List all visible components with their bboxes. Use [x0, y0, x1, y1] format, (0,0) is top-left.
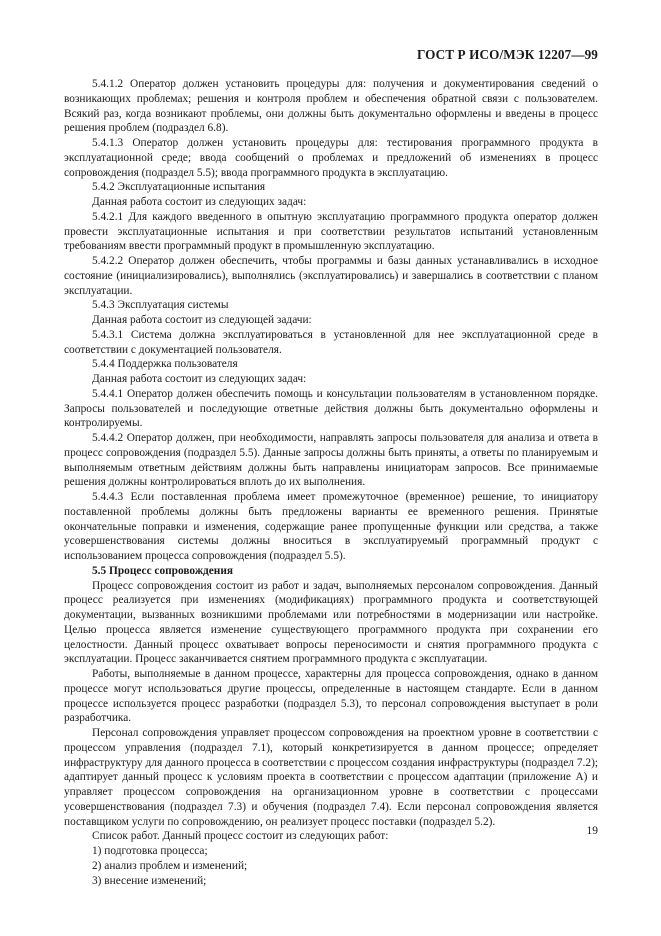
paragraph-intro: Данная работа состоит из следующей задачи:	[92, 314, 312, 326]
paragraph-5-4-3-1: 5.4.3.1 Система должна эксплуатироваться в установленной для нее эксплуатационной среде в соответствии с документацией пользователя.	[64, 328, 598, 356]
paragraph-5-5-intro: Процесс сопровождения состоит из работ и задач, выполняемых персоналом сопровождения. Данный процесс реализуется при изменениях (модификациях) программного продукта и соответствующей документации, вызванных возникшими проблемами или потребностями в модернизации или настройке. Целью процесса является изменение существующего программного продукта при сохранении его целостности. Данный процесс охватывает вопросы переносимости и снятия программного продукта с эксплуатации. Процесс заканчивается снятием программного продукта с эксплуатации.	[64, 579, 598, 666]
subsection-heading-5-4-2: 5.4.2 Эксплуатационные испытания	[92, 181, 266, 194]
list-item: 3) внесение изменений;	[92, 874, 207, 887]
page-header-title: ГОСТ Р ИСО/МЭК 12207—99	[416, 47, 598, 62]
subsection-heading-5-4-4: 5.4.4 Поддержка пользователя	[92, 358, 238, 371]
paragraph-intro: Данная работа состоит из следующих задач:	[92, 196, 307, 208]
paragraph-5-4-2-2: 5.4.2.2 Оператор должен обеспечить, чтобы программы и базы данных устанавливались в исходное состояние (инициализировались), выполнялись (эксплуатировались) и завершались в соответствии с планом эксплуатации.	[64, 255, 598, 297]
section-heading-5-5: 5.5 Процесс сопровождения	[92, 564, 234, 577]
paragraph-5-4-4-1: 5.4.4.1 Оператор должен обеспечить помощь и консультации пользователям в установленном порядке. Запросы пользователей и последующие ответные действия должны быть документально оформлены и контролируемы.	[64, 387, 598, 430]
paragraph-5-4-1-2: 5.4.1.2 Оператор должен установить процедуры для: получения и документирования сведений о возникающих проблемах; решения и контроля проблем и обеспечения обратной связи с пользователем. Всякий раз, когда возникают проблемы, они должны быть документально оформлены и введены в процесс решения проблем (подраздел 6.8).	[64, 78, 598, 135]
body-text	[64, 77, 598, 888]
page-number: 19	[586, 825, 598, 837]
paragraph-5-4-4-2: 5.4.4.2 Оператор должен, при необходимости, направлять запросы пользователя для анализа и ответа в процесс сопровождения (подраздел 5.5). Данные запросы должны быть приняты, а ответы по планируемым и выполняемым ответным действиям должны быть направлены инициаторам запросов. Все принимаемые решения должны контролироваться вплоть до их выполнения.	[64, 432, 598, 489]
paragraph-5-5-works: Работы, выполняемые в данном процессе, характерны для процесса сопровождения, однако в данном процессе могут использоваться другие процессы, определенные в настоящем стандарте. Если в данном процессе используется процесс разработки (подраздел 5.3), то персонал сопровождения выступает в роли разработчика.	[64, 668, 598, 725]
list-item: 2) анализ проблем и изменений;	[92, 859, 248, 872]
list-item: 1) подготовка процесса;	[92, 845, 208, 857]
paragraph-5-4-4-3: 5.4.4.3 Если поставленная проблема имеет промежуточное (временное) решение, то инициатору поставленной проблемы должны быть предложены варианты ее временного решения. Принятые окончательные поправки и изменения, содержащие ранее пропущенные функции или средства, а также усовершенствования системы должны вноситься в эксплуатируемый программный продукт с использованием процесса сопровождения (подраздел 5.5).	[64, 491, 598, 562]
paragraph-5-4-1-3: 5.4.1.3 Оператор должен установить процедуры для: тестирования программного продукта в эксплуатационной среде; ввода сообщений о проблемах и предложений об изменениях в процесс сопровождения (подраздел 5.5); ввода программного продукта в эксплуатацию.	[64, 137, 598, 179]
paragraph-work-list-intro: Список работ. Данный процесс состоит из следующих работ:	[92, 830, 389, 843]
paragraph-intro: Данная работа состоит из следующих задач:	[92, 373, 307, 385]
paragraph-5-4-2-1: 5.4.2.1 Для каждого введенного в опытную эксплуатацию программного продукта оператор должен провести эксплуатационные испытания и при соответствии результатов испытаний установленным требованиям ввести программный продукт в промышленную эксплуатацию.	[64, 210, 598, 253]
paragraph-5-5-personnel: Персонал сопровождения управляет процессом сопровождения на проектном уровне в соответствии с процессом управления (подраздел 7.1), который конкретизируется в данном процессе; определяет инфраструктуру для данного процесса в соответствии с процессом создания инфраструктуры (подраздел 7.2); адаптирует данный процесс к условиям проекта в соответствии с процессом адаптации (приложение А) и управляет процессом сопровождения на организационном уровне в соответствии с процессами усовершенствования (подраздел 7.3) и обучения (подраздел 7.4). Если персонал сопровождения является поставщиком услуги по сопровождению, он реализует процесс поставки (подраздел 5.2).	[64, 727, 598, 828]
subsection-heading-5-4-3: 5.4.3 Эксплуатация системы	[92, 299, 229, 312]
